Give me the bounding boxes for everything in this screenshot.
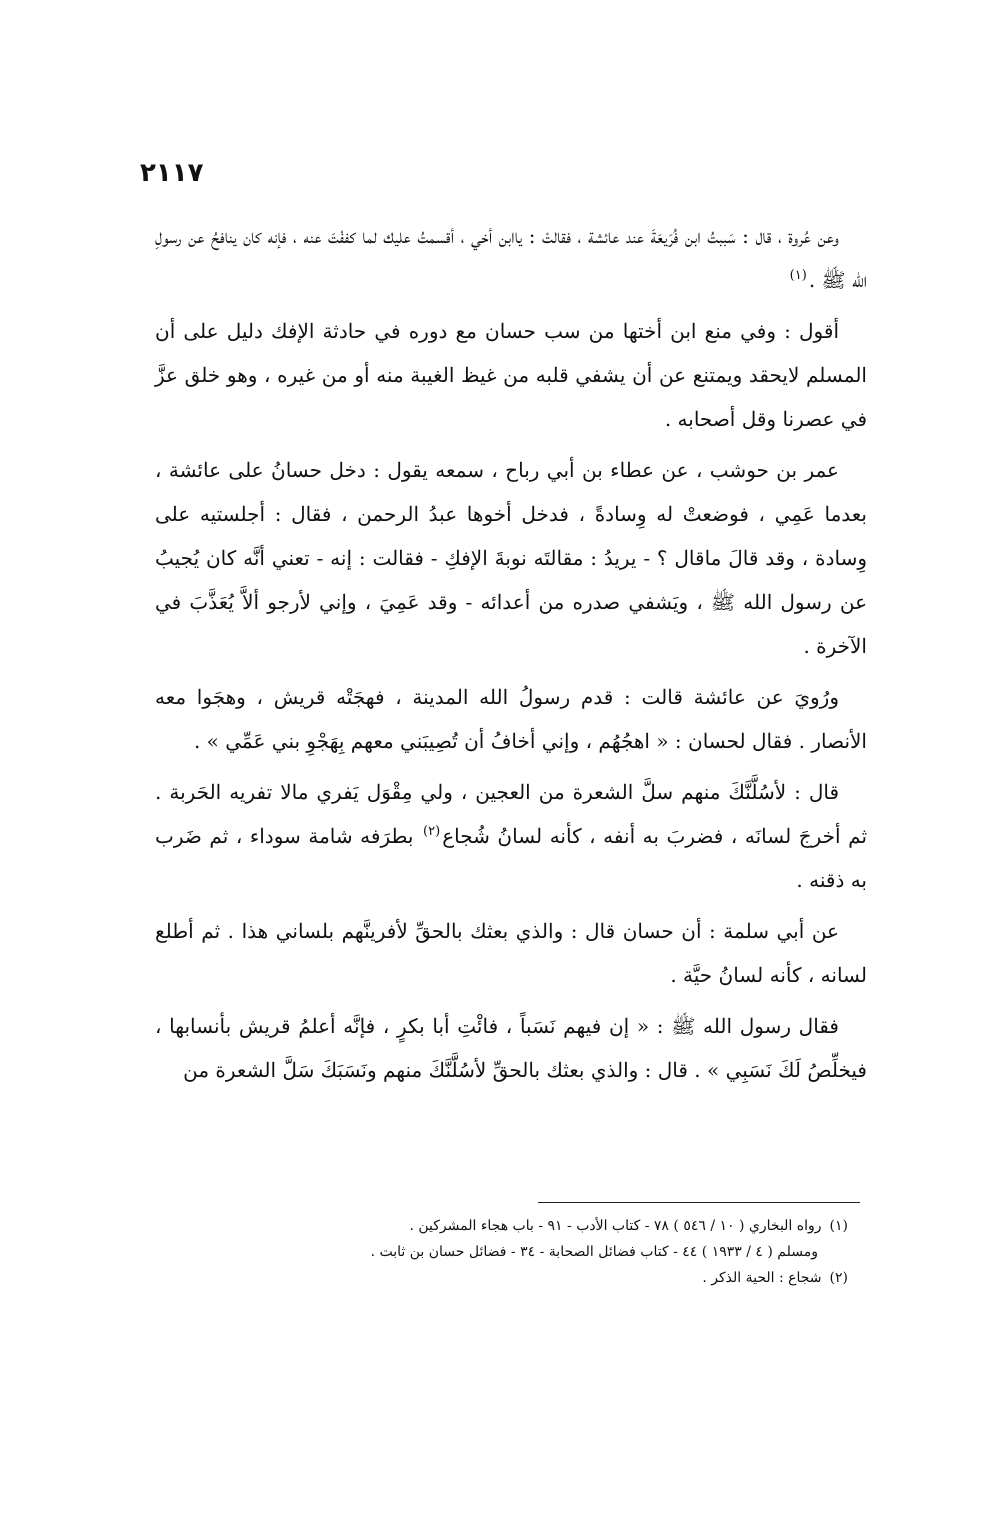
- paragraph-1-text: وعن عُروة ، قال : سَببتُ ابن فُرَيعَةَ عند عائشة ، فقالتْ : ياابن أخي ، أقسمتُ عليك لما كففْتَ عنه ، فإنه كان ينافحُ عن رسولِ الله ﷺ .: [155, 224, 867, 292]
- paragraph-5-text: قال : لأسُلَّنَّكَ منهم سلَّ الشعرة من العجين ، ولي مِقْوَل يَفري مالا تفريه الحَربة . ثم أخرجَ لسانَه ، فضربَ به أنفه ، كأنه لسانُ شُجاع: [155, 780, 868, 848]
- paragraph-6: عن أبي سلمة : أن حسان قال : والذي بعثك بالحقِّ لأفرينَّهم بلساني هذا . ثم أطلع لسانه ، كأنه لسانُ حيَّة .: [155, 919, 867, 987]
- footnote-separator: [538, 1202, 860, 1203]
- footnote-ref-2[interactable]: (٢): [423, 824, 441, 840]
- footnote-2-number: (٢): [829, 1270, 848, 1286]
- footnote-ref-1[interactable]: (١): [789, 268, 807, 284]
- footnote-1-text: رواه البخاري ( ١٠ / ٥٤٦ ) ٧٨ - كتاب الأدب - ٩١ - باب هجاء المشركين .: [409, 1218, 822, 1234]
- footnote-1-number: (١): [829, 1218, 848, 1234]
- footnote-1-continuation: ومسلم ( ٤ / ١٩٣٣ ) ٤٤ - كتاب فضائل الصحابة - ٣٤ - فضائل حسان بن ثابت .: [370, 1244, 818, 1260]
- paragraph-5: [155, 770, 867, 902]
- paragraph-5-text-after: بطرَفه شامة سوداء ، ثم ضَرب به ذقنه .: [155, 824, 867, 892]
- paragraph-2: أقول : وفي منع ابن أختها من سب حسان مع دوره في حادثة الإفك دليل على أن المسلم لايحقد ويمتنع عن أن يشفي قلبه من غيظ الغيبة منه أو من غيره ، وهو خلق عزَّ في عصرنا وقل أصحابه .: [155, 319, 867, 431]
- paragraph-7: فقال رسول الله ﷺ : « إن فيهم نَسَباً ، فائْتِ أبا بكرٍ ، فإنَّه أعلمُ قريش بأنسابها ، فيخلِّصُ لَكَ نَسَبِي » . قال : والذي بعثك بالحقِّ لأسُلَّنَّكَ منهم ونَسَبَكَ سَلَّ الشعرة من: [155, 1014, 867, 1082]
- main-text: [155, 214, 867, 1092]
- footnote-2-text: شجاع : الحية الذكر .: [702, 1270, 822, 1286]
- footnotes: [300, 1213, 848, 1291]
- footnote-1: [300, 1213, 848, 1239]
- paragraph-3: عمر بن حوشب ، عن عطاء بن أبي رباح ، سمعه يقول : دخل حسانُ على عائشة ، بعدما عَمِي ، فوضعتْ له وِسادةً ، فدخل أخوها عبدُ الرحمن ، فقال : أجلستيه على وِسادة ، وقد قالَ ماقال ؟ - يريدُ : مقالتَه نوبةَ الإفكِ - فقالت : إنه - تعني أنَّه كان يُجيبُ عن رسول الله ﷺ ، ويَشفي صدره من أعدائه - وقد عَمِيَ ، وإني لأرجو ألاَّ يُعَذَّبَ في الآخرة .: [155, 458, 867, 658]
- page-number: ٢١١٧: [140, 158, 204, 188]
- paragraph-4: ورُويَ عن عائشة قالت : قدم رسولُ الله المدينة ، فهجَتْه قريش ، وهجَوا معه الأنصار . فقال لحسان : « اهجُهُم ، وإني أخافُ أن تُصِيبَني معهم بِهَجْوِ بني عَمِّي » .: [155, 685, 867, 753]
- footnote-2: [300, 1265, 848, 1291]
- paragraph-1: [155, 214, 867, 302]
